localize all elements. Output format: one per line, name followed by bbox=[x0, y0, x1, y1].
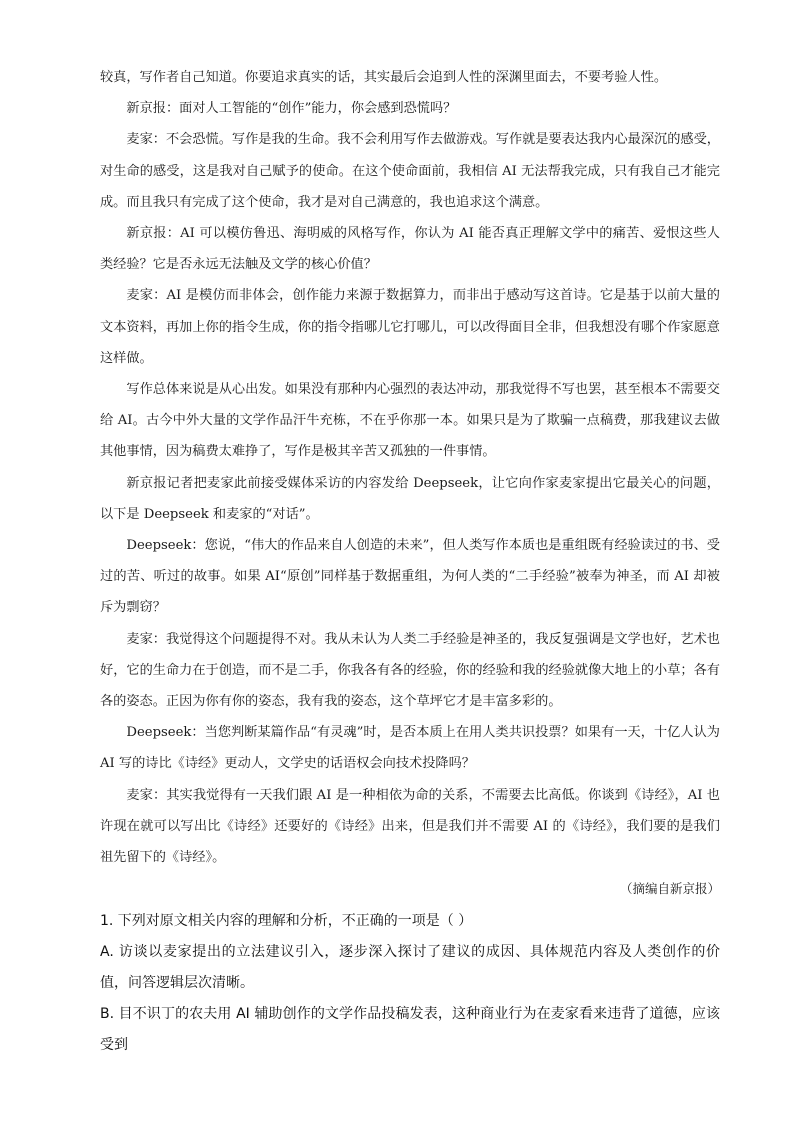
article-paragraph: 新京报：面对人工智能的“创作”能力，你会感到恐慌吗？ bbox=[126, 101, 457, 117]
article-paragraph: 麦家：AI 是模仿而非体会，创作能力来源于数据算力，而非出于感动写这首诗。它是基于以前大量的文本资料，再加上你的指令生成，你的指令指哪儿它打哪儿，可以改得面目全非，但我想没有哪个作家愿意这样做。 bbox=[100, 288, 720, 366]
article-paragraph: Deepseek：您说，“伟大的作品来自人创造的未来”，但人类写作本质也是重组既有经验读过的书、受过的苦、听过的故事。如果 AI“原创”同样基于数据重组，为何人类的“二手经验”被奉为神圣，而 AI 却被斥为剽窃？ bbox=[100, 538, 720, 616]
question-option-a: A. 访谈以麦家提出的立法建议引入，逐步深入探讨了建议的成因、具体规范内容及人类创作的价值，问答逻辑层次清晰。 bbox=[100, 944, 720, 991]
article-paragraph: 较真，写作者自己知道。你要追求真实的话，其实最后会追到人性的深渊里面去，不要考验人性。 bbox=[100, 70, 668, 85]
article-paragraph: 麦家：其实我觉得有一天我们跟 AI 是一种相依为命的关系，不需要去比高低。你谈到《诗经》，AI 也许现在就可以写出比《诗经》还要好的《诗经》出来，但是我们并不需要 AI 的《诗经》，我们要的是我们祖先留下的《诗经》。 bbox=[100, 787, 720, 866]
article-paragraph: Deepseek：当您判断某篇作品“有灵魂”时，是否本质上在用人类共识投票？如果有一天，十亿人认为 AI 写的诗比《诗经》更动人，文学史的话语权会向技术投降吗？ bbox=[100, 725, 720, 772]
article-body bbox=[100, 62, 720, 904]
article-paragraph: 写作总体来说是从心出发。如果没有那种内心强烈的表达冲动，那我觉得不写也罢，甚至根本不需要交给 AI。古今中外大量的文学作品汗牛充栋，不在乎你那一本。如果只是为了欺骗一点稿费，那我建议去做其他事情，因为稿费太难挣了，写作是极其辛苦又孤独的一件事情。 bbox=[100, 382, 720, 460]
article-paragraph: 新京报记者把麦家此前接受媒体采访的内容发给 Deepseek，让它向作家麦家提出它最关心的问题，以下是 Deepseek 和麦家的“对话”。 bbox=[100, 475, 720, 522]
article-paragraph: 麦家：我觉得这个问题提得不对。我从未认为人类二手经验是神圣的，我反复强调是文学也好，艺术也好，它的生命力在于创造，而不是二手，你我各有各的经验，你的经验和我的经验就像大地上的小草；各有各的姿态。正因为你有你的姿态，我有我的姿态，这个草坪它才是丰富多彩的。 bbox=[100, 631, 720, 710]
question-option-b: B. 目不识丁的农夫用 AI 辅助创作的文学作品投稿发表，这种商业行为在麦家看来违背了道德，应该受到 bbox=[100, 1006, 720, 1053]
article-paragraph: 麦家：不会恐慌。写作是我的生命。我不会利用写作去做游戏。写作就是要表达我内心最深沉的感受，对生命的感受，这是我对自己赋予的使命。在这个使命面前，我相信 AI 无法帮我完成，只有我自己才能完成。而且我只有完成了这个使命，我才是对自己满意的，我也追求这个满意。 bbox=[100, 132, 720, 210]
question-section bbox=[100, 906, 720, 1061]
article-paragraph: 新京报：AI 可以模仿鲁迅、海明威的风格写作，你认为 AI 能否真正理解文学中的痛苦、爱恨这些人类经验？它是否永远无法触及文学的核心价值？ bbox=[100, 226, 720, 273]
question-stem: 1. 下列对原文相关内容的理解和分析，不正确的一项是（ ） bbox=[100, 913, 473, 929]
article-source: （摘编自新京报） bbox=[619, 881, 720, 897]
